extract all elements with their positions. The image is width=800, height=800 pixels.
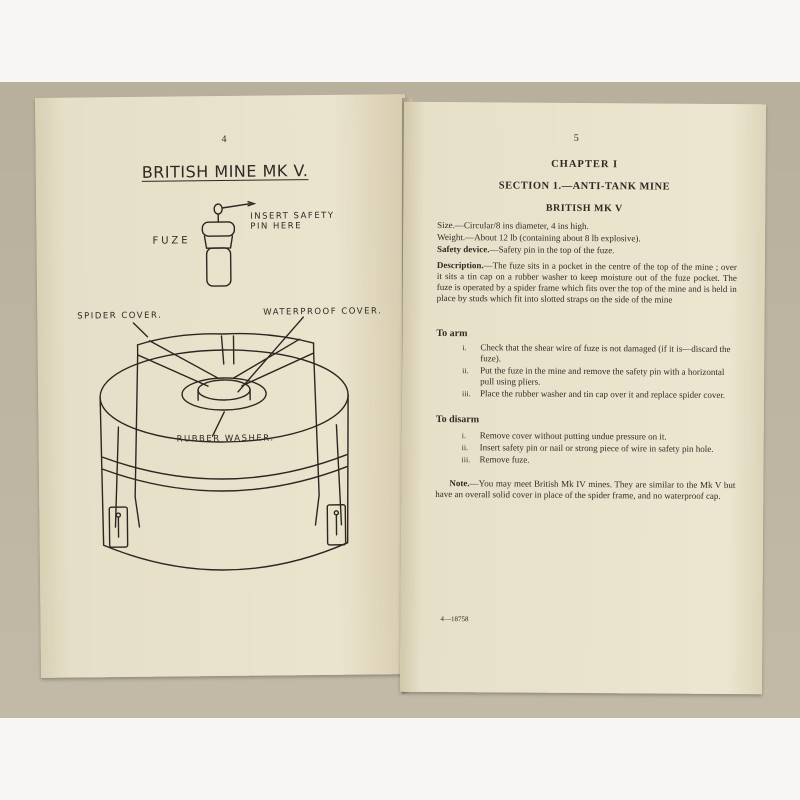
to-disarm-heading: To disarm <box>435 413 480 426</box>
page-number: 4 <box>221 133 227 146</box>
print-code: 4—18758 <box>440 615 469 624</box>
safety-text: —Safety pin in the top of the fuze. <box>489 244 615 256</box>
weight-line: Weight.—About 12 lb (containing about 8 lb explosive). <box>437 231 641 244</box>
list-item: i. Remove cover without putting undue pressure on it. <box>461 430 667 442</box>
mine-subtitle: BRITISH MK V <box>545 202 623 215</box>
list-item: i. Check that the shear wire of fuze is not damaged (if it is—discard the fuze). <box>462 342 731 364</box>
page-number: 5 <box>573 132 579 144</box>
safety-label: Safety device. <box>437 243 490 255</box>
mine-body-drawing <box>99 332 349 571</box>
mine-illustration <box>35 94 411 678</box>
list-item: ii. Put the fuze in the mine and remove the safety pin with a horizontal pull using pliers. <box>462 365 725 387</box>
description-text: —The fuze sits in a pocket in the centre of the top of the mine ; over it sits a tin cap on a rubber washer to keep moisture out of the fuze pocket. The fuze is operated by a spider frame which fits over the top of the mine and is held in place by studs which fit into slotted straps on the side of the mine <box>436 260 737 305</box>
page-title: BRITISH MINE MK V. <box>141 161 309 182</box>
note-paragraph <box>435 478 735 502</box>
safety-pin-label: INSERT SAFETY PIN HERE <box>250 210 335 232</box>
rubber-washer-label: RUBBER WASHER. <box>176 433 275 445</box>
right-page <box>400 102 766 695</box>
note-text: —You may meet British Mk IV mines. They are similar to the Mk V but have an overall solid cover in place of the spider frame, and no waterproof cap. <box>435 478 736 501</box>
chapter-heading: CHAPTER I <box>551 158 619 171</box>
description-label: Description. <box>436 259 484 271</box>
to-arm-list <box>462 342 732 402</box>
fuze-drawing <box>202 202 255 287</box>
fuze-label: FUZE <box>152 235 191 247</box>
waterproof-cover-label: WATERPROOF COVER. <box>263 306 383 318</box>
list-item: iii. Place the rubber washer and tin cap over it and replace spider cover. <box>461 388 726 400</box>
section-heading: SECTION 1.—ANTI-TANK MINE <box>498 180 671 193</box>
to-disarm-list <box>462 430 732 468</box>
to-arm-heading: To arm <box>436 327 468 340</box>
list-item: ii. Insert safety pin or nail or strong piece of wire in safety pin hole. <box>461 442 714 454</box>
spider-cover-label: SPIDER COVER. <box>77 310 163 322</box>
size-line: Size.—Circular/8 ins diameter, 4 ins high. <box>437 219 589 232</box>
list-item: iii. Remove fuze. <box>461 454 530 465</box>
left-page <box>35 94 411 678</box>
safety-device-line <box>437 244 615 256</box>
note-label: Note. <box>449 478 470 489</box>
description-paragraph <box>437 260 737 306</box>
